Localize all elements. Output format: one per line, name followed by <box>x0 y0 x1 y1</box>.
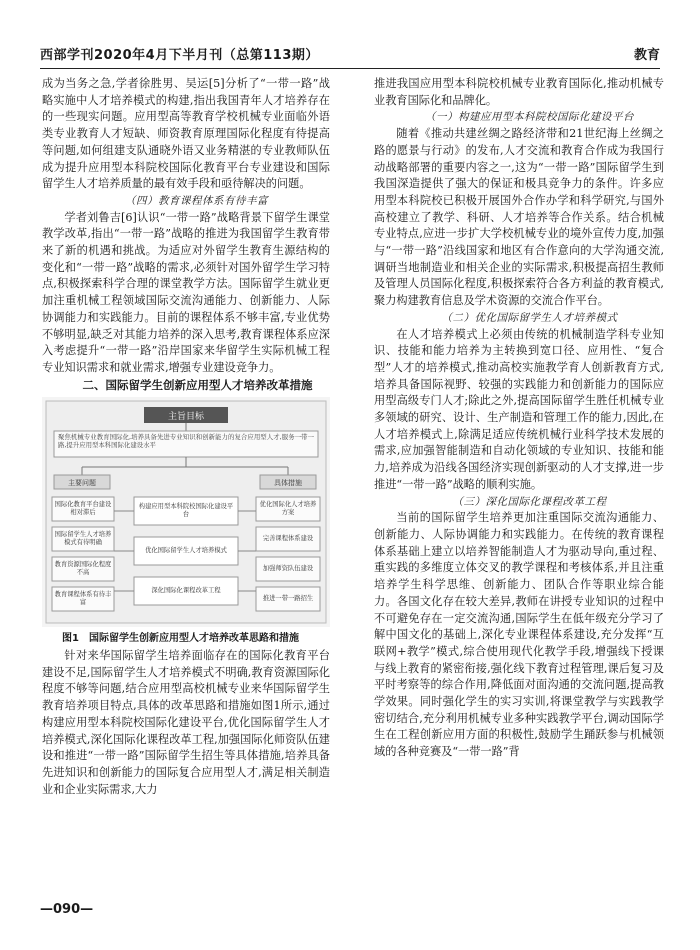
figure-diagram <box>42 397 330 627</box>
diagram-goal-text: 聚焦机械专业教育国际化,培养具备先进专业知识和创新能力的复合应用型人才,服务一带一路,提升应用型本科国际化建设水平 <box>58 433 314 450</box>
diagram-measure-2-label: 优化国际留学生人才培养模式 <box>145 547 227 555</box>
subheading: （三）深化国际化课程改革工程 <box>452 495 607 508</box>
diagram-action-1-label: 优化国际化人才培养方案 <box>259 501 317 517</box>
page-header <box>40 42 660 69</box>
subheading: （二）优化国际留学生人才培养模式 <box>441 311 618 324</box>
diagram-action-2-label: 完善课程体系建设 <box>262 535 314 543</box>
paragraph: 针对来华国际留学生培养面临存在的国际化教育平台建设不足,国际留学生人才培养模式不明确,教育资源国际化程度不够等问题,结合应用型高校机械专业来华国际留学生教育培养项目特点,具体的改革思路和措施如图1所示,通过构建应用型本科院校国际化建设平台,优化国际留学生人才培养模式,深化国际化课程改革工程,加强国际化师资队伍建设和推进“一带一路”国际留学生招生等具体措施,培养具备先进知识和创新能力的国际复合应用型人才,满足相关制造业和企业实际需求,大力 <box>42 649 330 796</box>
paragraph: 成为当务之急,学者徐胜男、吴运[5]分析了“一带一路”战略实施中人才培养模式的构建,指出我国青年人才培养存在的一些现实问题。应用型高等教育学校机械专业面临外语类专业教育人才短缺、师资教育原理国际化程度有待提高等问题,如何组建支队通晓外语又业务精湛的专业教师队伍成为提升应用型本科院校国际化教育平台专业建设和国际留学生人才培养质量的最有效手段和亟待解决的问题。 <box>42 77 330 191</box>
journal-title: 西部学刊2020年4月下半月刊（总第113期） <box>40 48 319 63</box>
section-label: 教育 <box>633 48 660 63</box>
diagram-problem-2-label: 国际留学生人才培养模式有待明确 <box>54 531 112 547</box>
diagram-measure-3-label: 深化国际化课程改革工程 <box>151 587 221 595</box>
right-column <box>374 76 664 761</box>
diagram-top-label: 主旨目标 <box>167 412 205 423</box>
diagram-measure-1-label: 构建应用型本科院校国际化建设平台 <box>138 503 234 519</box>
diagram-col1-head-label: 主要问题 <box>68 479 96 488</box>
diagram-problem-3-label: 教育资源国际化程度不高 <box>54 561 112 577</box>
section-heading: 二、国际留学生创新应用型人才培养改革措施 <box>82 377 313 392</box>
paragraph: 当前的国际留学生培养更加注重国际交流沟通能力、创新能力、人际协调能力和实践能力。在传统的教育课程体系基础上建立以培养智能制造人才为驱动导向,重过程、重实践的多维度立体交叉的教学课程和考核体系,并且注重培养学生科学思维、创新能力、团队合作等职业综合能力。各国文化存在较大差异,教师在讲授专业知识的过程中不可避免存在一定交流沟通,国际学生在低年级充分学习了解中国文化的基础上,深化专业课程体系建设,充分发挥“互联网+教学”模式,综合使用现代化教学手段,增强线下授课与线上教育的紧密衔接,强化线下教育过程管理,课后复习及平时考察等的综合作用,降低面对面沟通的交流问题,提高教学效果。同时强化学生的实习实训,将课堂教学与实践教学密切结合,充分利用机械专业多种实践教学平台,调动国际学生在工程创新应用方面的积极性,鼓励学生踊跃参与机械领域的各种竞赛及“一带一路”背 <box>374 511 664 759</box>
subheading: （四）教育课程体系有待丰富 <box>125 194 268 207</box>
diagram-col3-head-label: 具体措施 <box>274 479 302 488</box>
left-column <box>42 76 330 798</box>
diagram-problem-4-label: 教育课程体系有待丰富 <box>54 591 112 607</box>
figure-caption: 图1 国际留学生创新应用型人才培养改革思路和措施 <box>62 633 299 645</box>
figure-1 <box>42 397 330 627</box>
page-number: —090— <box>40 902 94 917</box>
diagram-problem-1-label: 国际化教育平台建设相对滞后 <box>54 501 112 517</box>
diagram-measure-column <box>134 497 238 605</box>
diagram-action-3-label: 加强师资队伍建设 <box>262 565 314 573</box>
paragraph: 学者刘鲁吉[6]认识“一带一路”战略背景下留学生课堂教学改革,指出“一带一路”战略的推进为我国留学生教育带来了新的机遇和挑战。为适应对外留学生教育生源结构的变化和“一带一路”战略的需求,必须针对国外留学生学习特点,积极探索科学合理的课堂教学方法。国际留学生就业更加注重机械工程领域国际交流沟通能力、创新能力、人际协调能力和实践能力。目前的课程体系不够丰富,专业优势不够明显,缺乏对其能力培养的深入思考,教育课程体系应深入考虑提升“一带一路”沿岸国家来华留学生实际机械工程专业知识需求和就业需求,增强专业建设竞争力。 <box>42 210 330 374</box>
subheading: （一）构建应用型本科院校国际化建设平台 <box>425 111 634 124</box>
paragraph: 随着《推动共建丝绸之路经济带和21世纪海上丝绸之路的愿景与行动》的发布,人才交流和教育合作成为我国行动战略部署的重要内容之一,这为“一带一路”国际留学生到我国深造提供了强大的保证和极具竞争力的条件。许多应用型本科院校已积极开展国外合作办学和科学研究,与国外高校建立了教学、科研、人才培养等合作关系。结合机械专业特点,应进一步扩大学校机械专业的境外宣传力度,加强与“一带一路”沿线国家和地区有合作意向的大学沟通交流,调研当地制造业和相关企业的实际需求,积极提高招生教师及管理人员国际化程度,积极探索符合各方利益的教育模式,聚力构建教育信息及学术资源的交流合作平台。 <box>374 127 664 308</box>
paragraph: 推进我国应用型本科院校机械专业教育国际化,推动机械专业教育国际化和品牌化。 <box>374 77 664 107</box>
diagram-action-4-label: 推进一带一路招生 <box>262 595 314 603</box>
paragraph: 在人才培养模式上必须由传统的机械制造学科专业知识、技能和能力培养为主转换到宽口径、应用性、“复合型”人才的培养模式,推动高校实施教学育人创新教育方式,培养具备国际视野、较强的实践能力和创新能力的国际应用型高级专门人才;除此之外,提高国际留学生胜任机械专业多领域的研究、设计、生产制造和管理工作的能力,因此,在人才培养模式上,除满足适应传统机械行业科学技术发展的需求,应加强智能制造和自动化领域的专业知识、技能和能力,培养成为沿线各国经济实现创新驱动的人才支撑,进一步推进“一带一路”战略的顺利实施。 <box>374 327 664 491</box>
